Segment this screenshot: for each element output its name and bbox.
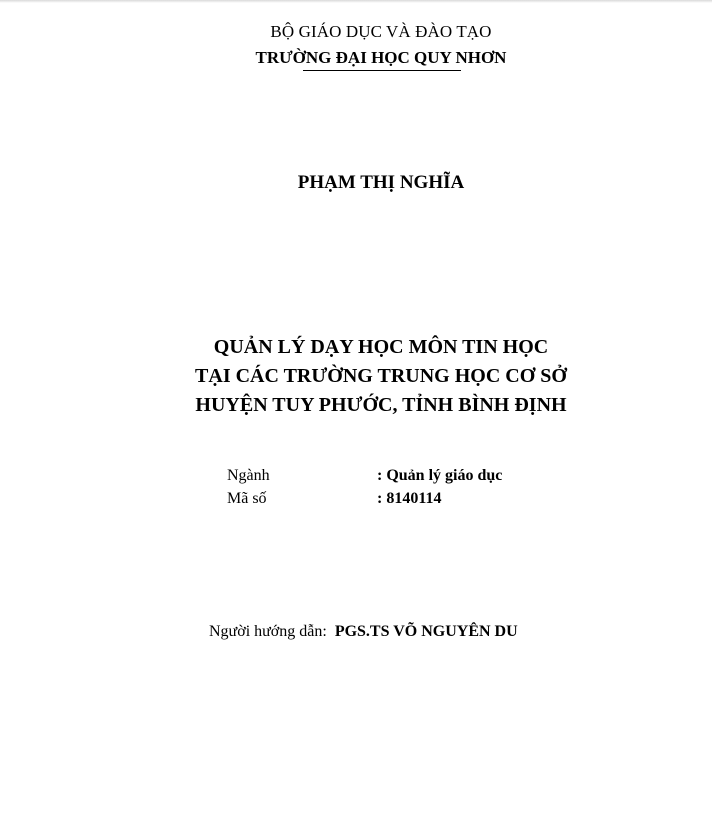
- supervisor-label: Người hướng dẫn:: [209, 623, 327, 640]
- thesis-title-line-3: HUYỆN TUY PHƯỚC, TỈNH BÌNH ĐỊNH: [195, 394, 567, 416]
- thesis-title-line-1: QUẢN LÝ DẠY HỌC MÔN TIN HỌC: [213, 336, 549, 358]
- supervisor-line: [209, 623, 518, 641]
- code-value: : 8140114: [377, 490, 442, 507]
- thesis-title: [0, 333, 712, 420]
- major-value: : Quản lý giáo dục: [377, 467, 503, 484]
- ministry-name: BỘ GIÁO DỤC VÀ ĐÀO TẠO: [270, 22, 492, 41]
- supervisor-name: PGS.TS VÕ NGUYÊN DU: [334, 623, 518, 640]
- university-name: TRƯỜNG ĐẠI HỌC QUY NHƠN: [255, 48, 507, 67]
- code-label: Mã số: [227, 490, 267, 507]
- major-label: Ngành: [227, 467, 270, 484]
- author-name: PHẠM THỊ NGHĨA: [297, 172, 465, 193]
- university-underline: [303, 70, 461, 71]
- page-top-edge: [0, 0, 712, 3]
- thesis-title-line-2: TẠI CÁC TRƯỜNG TRUNG HỌC CƠ SỞ: [195, 365, 567, 387]
